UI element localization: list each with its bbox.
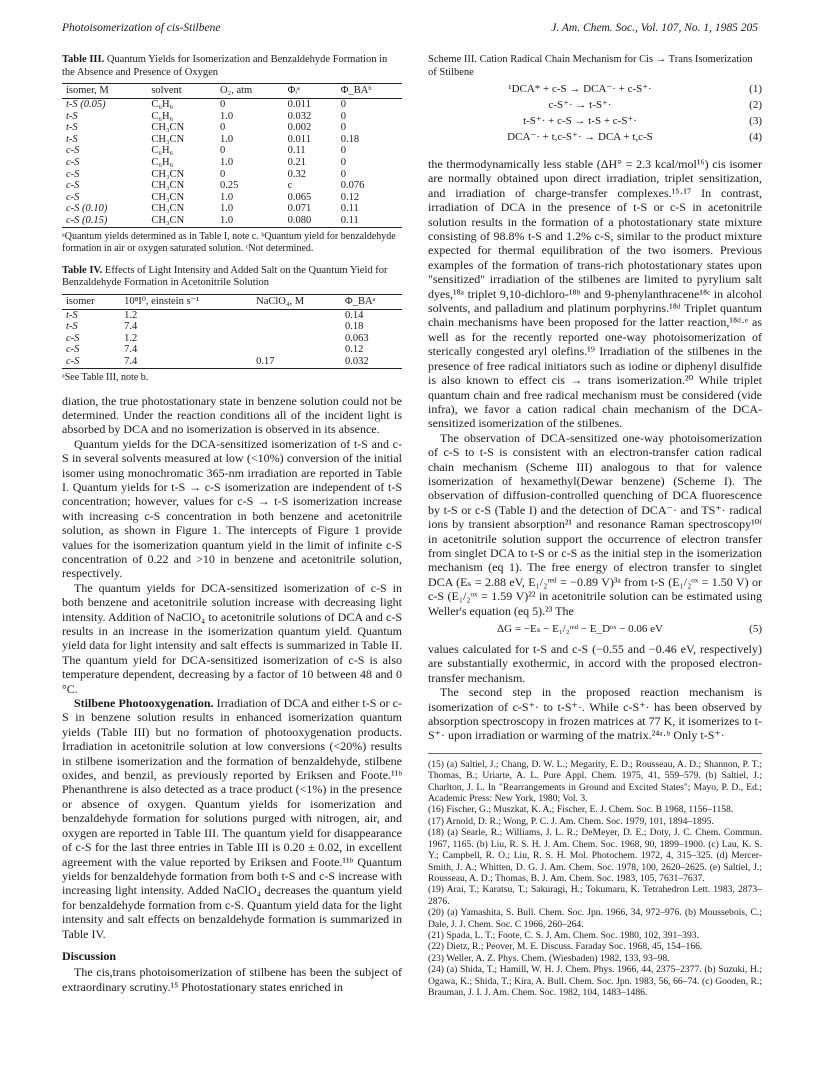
table-cell: c-S [66, 156, 80, 168]
table-cell: c-S [66, 145, 80, 157]
running-header [62, 22, 758, 38]
table-row [62, 134, 402, 146]
scheme-3 [428, 54, 762, 147]
table-row [62, 192, 402, 204]
table-cell: t-S [66, 321, 78, 333]
table-row [62, 321, 402, 333]
equation-5 [428, 622, 762, 638]
reference: (24) (a) Shida, T.; Hamill, W. H. J. Chem. Phys. 1966, 44, 2375–2377. (b) Suzuki, H.; Ogawa, K.; Shida, T.; Kira, A. Bull. Chem. Soc. Jpn. 1983, 56, 66–74. (c) Gooden, R.; Brauman, J. I. J. Am. Chem. Soc. 1982, 104, 1483–1486. [428, 964, 762, 998]
scheme3-title: Scheme III. Cation Radical Chain Mechanism for Cis → Trans Isomerization of Stilbene [428, 54, 753, 78]
paragraph: values calculated for t-S and c-S (−0.55 and −0.46 eV, respectively) are substantially exothermic, in accord with the proposed electron-transfer mechanism. [428, 642, 762, 685]
table3-label: Table III. [62, 54, 105, 65]
table3-header: Φ_BAᵇ [337, 84, 402, 99]
table-cell: 0.11 [287, 145, 306, 157]
equation-number: (5) [749, 623, 762, 635]
table-cell: 1.0 [219, 156, 234, 168]
table-cell: 0.12 [345, 344, 364, 356]
table-cell: 0.11 [340, 203, 359, 215]
table-cell: 1.0 [219, 191, 234, 203]
table-row [62, 333, 402, 345]
paragraph: The second step in the proposed reaction mechanism is isomerization of c-S⁺· to t-S⁺·. While c-S⁺· has been observed by absorption spectroscopy in frozen matrices at 77 K, it isomerizes to t-S⁺· upon irradiation or warming of the matrix.²⁴ᵃ·ᵇ Only t-S⁺· [428, 685, 762, 743]
table-row [62, 344, 402, 356]
scheme-equation [428, 83, 762, 99]
table-cell: 0.18 [345, 321, 364, 333]
table-cell: 1.0 [219, 203, 234, 215]
table-cell [252, 309, 341, 321]
paragraph [62, 696, 402, 941]
table-cell: 0.002 [287, 122, 312, 134]
table-row [62, 145, 402, 157]
table-cell: CH₃CN [151, 203, 185, 215]
table-cell: c [287, 180, 293, 192]
left-body-text [62, 394, 402, 995]
table-cell: 0.063 [345, 332, 369, 344]
table3-caption [62, 54, 402, 79]
table-row [62, 203, 402, 215]
table-cell: CH₃CN [151, 180, 185, 192]
table-cell: 0.076 [340, 180, 365, 192]
table3-header: O₂, atm [216, 84, 284, 99]
scheme-equation [428, 131, 762, 147]
table-cell: C₆H₆ [151, 110, 174, 122]
section-heading-photooxygenation: Stilbene Photooxygenation. [74, 696, 214, 711]
table-cell: 1.2 [124, 309, 138, 321]
right-column [428, 54, 762, 998]
table-cell: t-S [66, 122, 78, 134]
table-cell: 0.080 [284, 215, 337, 227]
table-cell: 1.0 [219, 133, 234, 145]
table-cell: 0 [340, 145, 347, 157]
table3-caption-text: Quantum Yields for Isomerization and Benzaldehyde Formation in the Absence and Presence of Oxygen [62, 54, 388, 78]
reference: (15) (a) Saltiel, J.; Chang, D. W. L.; Megarity, E. D.; Rousseau, A. D.; Shannon, P. T.; Thomas, B.; Uriarte, A. L. Pure Appl. Chem. 1975, 41, 559–579. (b) Saltiel, J.; Charlton, J. L. In "Rearrangements in Ground and Excited States"; Mayo, P. D., Ed.; Academic Press: New York, 1980; Vol. 3. [428, 758, 762, 805]
table-cell: t-S [66, 309, 78, 321]
reference: (18) (a) Searle, R.; Williams, J. L. R.; DeMeyer, D. E.; Doty, J. C. Chem. Commun. 1967, 1165. (b) Liu, R. S. H. J. Am. Chem. Soc. 1968, 90, 1899–1900. (c) Lau, K. S. Y.; Campbell, R. O.; Liu, R. S. H. Mol. Photochem. 1972, 4, 315–325. (d) Mercer-Smith, J. A.; Whitten, D. G. J. Am. Chem. Soc. 1978, 100, 2620–2625. (e) Saltiel, J.; Rousseau, A. D.; Thomas, B. J. Am. Chem. Soc. 1983, 105, 7631–7637. [428, 827, 762, 884]
table-row [62, 356, 402, 368]
table-cell: 0 [219, 168, 226, 180]
journal-citation: J. Am. Chem. Soc., Vol. 107, No. 1, 1985 205 [551, 22, 758, 34]
table3-header: isomer, M [62, 84, 147, 99]
equation-number: (4) [749, 131, 762, 143]
table-cell: 0.011 [287, 99, 311, 110]
table4-header: NaClO₄, M [252, 294, 341, 309]
table-cell: 0.21 [287, 156, 306, 168]
paragraph: The cis,trans photoisomerization of stilbene has been the subject of extraordinary scrutiny.¹⁵ Photostationary states enriched in [62, 965, 402, 994]
table-cell: 0.065 [287, 191, 312, 203]
paragraph: Quantum yields for the DCA-sensitized isomerization of t-S and c-S in several solvents measured at low (<10%) conversion of the initial isomer using monochromatic 365-nm irradiation are reported in Table I. Quantum yields for t-S → c-S isomerization are independent of t-S concentration; however, values for c-S → t-S isomerization increase with increasing c-S concentration in both benzene and acetonitrile solution, as shown in Figure 1. The intercepts of Figure 1 provide values for the isomerization quantum yield in the limit of infinite c-S concentration of 0.22 and >10 in benzene and acetonitrile solution, respectively. [62, 436, 402, 581]
table-cell: t-S [66, 110, 78, 122]
table-cell: c-S [66, 332, 80, 344]
equation-number: (2) [749, 99, 762, 111]
table-cell [252, 344, 341, 356]
table-cell: 0.032 [341, 356, 402, 368]
table-cell: C₆H₆ [151, 156, 174, 168]
table-cell: 0 [340, 122, 347, 134]
scheme-equation [428, 115, 762, 131]
table-cell: c-S [62, 356, 120, 368]
reference: (23) Weller, A. Z. Phys. Chem. (Wiesbaden) 1982, 133, 93–98. [428, 952, 670, 964]
table-cell: 7.4 [124, 321, 138, 333]
table4-header: isomer [62, 294, 120, 309]
table-cell [252, 321, 341, 333]
table-cell: c-S [66, 344, 80, 356]
table4-footnote: ᵃSee Table III, note b. [62, 371, 149, 383]
table-cell: c-S [66, 191, 80, 203]
table-cell: CH₃CN [151, 122, 185, 134]
paragraph: The observation of DCA-sensitized one-way photoisomerization of c-S to t-S is consistent with an electron-transfer cation radical chain mechanism (Scheme III) analogous to that for valence isomerization of hexamethyl(Dewar benzene) (Scheme I). The observation of diffusion-controlled quenching of DCA fluorescence by t-S or c-S (Table I) and the detection of DCA⁻· and TS⁺· radical ions by transient absorption²¹ and resonance Raman spectroscopy¹⁰ᶠ in acetonitrile solution support the occurrence of electron transfer from singlet DCA to t-S or c-S as the initial step in the isomerization mechanism (eq 1). The free energy of electron transfer to singlet DCA (Eₛ = 2.88 eV, E₁/₂ʳᵉᵈ = −0.89 V)³ᵃ from t-S (E₁/₂ᵒˣ = 1.50 V) or c-S (E₁/₂ᵒˣ = 1.59 V)²² in acetonitrile solution can be estimated using Weller's equation (eq 5).²³ The [428, 430, 762, 618]
table-row [62, 309, 402, 321]
table-cell: 0 [340, 110, 347, 122]
table-cell: c-S (0.15) [62, 215, 147, 227]
equation-text: ¹DCA* + c-S → DCA⁻· + c-S⁺· [508, 83, 652, 95]
left-column [62, 54, 402, 994]
table-row [62, 215, 402, 227]
running-title: Photoisomerization of cis-Stilbene [62, 22, 221, 34]
table-cell: t-S (0.05) [66, 99, 106, 110]
table-cell: 0.14 [345, 309, 364, 321]
table-cell: 0 [340, 99, 347, 110]
table-cell: 0.17 [252, 356, 341, 368]
table-cell: C₆H₆ [151, 99, 174, 110]
table-cell: 0.11 [337, 215, 402, 227]
table-cell [252, 333, 341, 345]
reference: (16) Fischer, G.; Muszkat, K. A.; Fischer, E. J. Chem. Soc. B 1968, 1156–1158. [428, 804, 734, 816]
table-cell: 0 [340, 168, 347, 180]
table-row [62, 157, 402, 169]
table-cell: 0 [219, 99, 226, 110]
table-row [62, 99, 402, 111]
reference: (20) (a) Yamashita, S. Bull. Chem. Soc. Jpn. 1966, 34, 972–976. (b) Moussebois, C.; Dale, J. J. Chem. Soc. C 1966, 260–264. [428, 907, 762, 930]
paragraph: The quantum yields for DCA-sensitized isomerization of c-S in both benzene and acetonitrile solution increase with decreasing light intensity. Addition of NaClO₄ to acetonitrile solutions of DCA and c-S results in an increase in the isomerization quantum yield. Quantum yield data for light intensity and salt effects is summarized in Table II. The quantum yield for DCA-sensitized isomerization of c-S is also temperature dependent, decreasing by a factor of 10 between 48 and 0 °C. [62, 580, 402, 696]
section-heading-discussion: Discussion [62, 948, 117, 963]
table-cell: 0.32 [287, 168, 306, 180]
table-cell: 7.4 [124, 344, 138, 356]
equation-text: DCA⁻· + t,c-S⁺· → DCA + t,c-S [507, 131, 653, 143]
equation-number: (1) [749, 83, 762, 95]
table-row [62, 122, 402, 134]
table-4 [62, 294, 402, 369]
table3-header: solvent [147, 84, 216, 99]
table-cell: 0.032 [287, 110, 312, 122]
reference: (17) Arnold, D. R.; Wong, P. C. J. Am. Chem. Soc. 1979, 101, 1894–1895. [428, 815, 714, 827]
table4-caption-text: Effects of Light Intensity and Added Salt on the Quantum Yield for Benzaldehyde Formation in Acetonitrile Solution [62, 264, 388, 289]
table-cell: 0.25 [219, 180, 239, 192]
reference: (19) Arai, T.; Karatsu, T.; Sakuragi, H.; Tokumaru, K. Tetrahedron Lett. 1983, 2873–2876. [428, 884, 762, 907]
table-cell: 0.18 [340, 133, 360, 145]
table-3 [62, 83, 402, 228]
table-cell: 7.4 [120, 356, 252, 368]
table-cell: CH₃CN [147, 215, 216, 227]
table-cell: t-S [66, 133, 78, 145]
table4-caption [62, 265, 402, 290]
table4-header: Φ_BAᵃ [341, 294, 402, 309]
table-cell: 0 [219, 122, 226, 134]
table4-label: Table IV. [62, 264, 103, 276]
table-cell: c-S [66, 180, 80, 192]
table-cell: 0.011 [287, 133, 311, 145]
table4-header: 10⁸I⁰, einstein s⁻¹ [120, 294, 252, 309]
table-cell: 0.071 [287, 203, 312, 215]
table-row [62, 180, 402, 192]
equation-text: ΔG = −Eₛ − E₁/₂ʳᵉᵈ − E_Dᵒˣ − 0.06 eV [497, 623, 663, 635]
table-cell: 1.0 [216, 215, 284, 227]
table3-footnote: ᵃQuantum yields determined as in Table I, note c. ᵇQuantum yield for benzaldehyde formation in air or oxygen saturated solution. ᶜNot determined. [62, 230, 396, 254]
table-cell: 1.2 [124, 332, 138, 344]
paragraph: diation, the true photostationary state in benzene solution could not be determined. Under the reaction conditions all of the incident light is absorbed by DCA and no isomerization is observed in its absence. [62, 393, 402, 437]
table-cell: C₆H₆ [151, 145, 174, 157]
table-cell: c-S (0.10) [66, 203, 108, 215]
table-row [62, 169, 402, 181]
table-cell: CH₃CN [151, 168, 185, 180]
references [428, 753, 762, 999]
reference: (21) Spada, L. T.; Foote, C. S. J. Am. Chem. Soc. 1980, 102, 391–393. [428, 929, 699, 941]
table-row [62, 111, 402, 123]
table3-header: Φᵢᵃ [284, 84, 337, 99]
table-cell: 0 [219, 145, 226, 157]
reference: (22) Dietz, R.; Peover, M. E. Discuss. Faraday Soc. 1968, 45, 154–166. [428, 941, 703, 953]
right-body-text [428, 157, 762, 743]
table-cell: CH₃CN [151, 191, 185, 203]
equation-text: c-S⁺· → t-S⁺· [548, 99, 612, 111]
equation-text: t-S⁺· + c-S → t-S + c-S⁺· [523, 115, 637, 127]
table-cell: 0 [340, 156, 347, 168]
table-cell: 1.0 [219, 110, 234, 122]
paragraph-text: Irradiation of DCA and either t-S or c-S in benzene solution results in enhanced isomerization quantum yields (Table III) but no formation of photooxygenation products. Irradiation in acetonitrile solution at low conversions (<20%) results in stilbene isomerization and the formation of benzaldehyde, stilbene oxides, and benzil, as previously reported by Eriksen and Foote.¹¹ᵇ Phenanthrene is also detected as a trace product (<1%) in the presence or absence of oxygen. Quantum yields for isomerization and benzaldehyde formation for solutions purged with nitrogen, air, and oxygen are reported in Table III. The quantum yield for disappearance of c-S for the last three entries in Table III is 0.20 ± 0.02, in excellent agreement with the value reported by Eriksen and Foote.¹¹ᵇ Quantum yields for benzaldehyde formation from both t-S and c-S increase with increasing light intensity. Added NaClO₄ decreases the quantum yield for benzaldehyde formation from c-S. Quantum yield data for the light intensity and salt effects on benzaldehyde formation is summarized in Table IV. [62, 696, 402, 941]
table-cell: 0.12 [340, 191, 360, 203]
paragraph: the thermodynamically less stable (ΔH° = 2.3 kcal/mol¹⁶) cis isomer are normally obtained upon direct irradiation, triplet sensitization, and irradiation of charge-transfer complexes.¹⁵·¹⁷ In contrast, irradiation of DCA in the presence of t-S or c-S in acetonitrile solution results in the formation of a photostationary state mixture consisting of 98.8% t-S and 1.2% c-S, similar to the product mixture expected for thermal equilibration of the two isomers. Previous examples of the formation of trans-rich photostationary states upon "sensitized" irradiation of the stilbenes are limited to pyrylium salt dyes,¹⁸ᵃ triplet 9,10-dichloro-¹⁸ᵇ and 9-phenylanthracene¹⁸ᶜ in alcohol solvents, and palladium and platinum porphyrins.¹⁸ᵈ Triplet quantum chain mechanisms have been proposed for the latter reaction,¹⁸ᵈ·ᵉ as well as for the recently reported one-way photoisomerization of sterically congested aryl olefins.¹⁹ Irradiation of the stilbenes in the presence of free radical initiators such as iodine or diphenyl disulfide is also known to effect cis → trans isomerization.²⁰ While triplet quantum chain and free radical mechanism must be considered (vide infra), we favor a cation radical chain mechanism of the DCA-sensitized isomerization of the stilbenes. [428, 157, 762, 431]
equation-number: (3) [749, 115, 762, 127]
table-cell: CH₃CN [151, 133, 185, 145]
scheme-equation [428, 99, 762, 115]
table-cell: c-S [66, 168, 80, 180]
